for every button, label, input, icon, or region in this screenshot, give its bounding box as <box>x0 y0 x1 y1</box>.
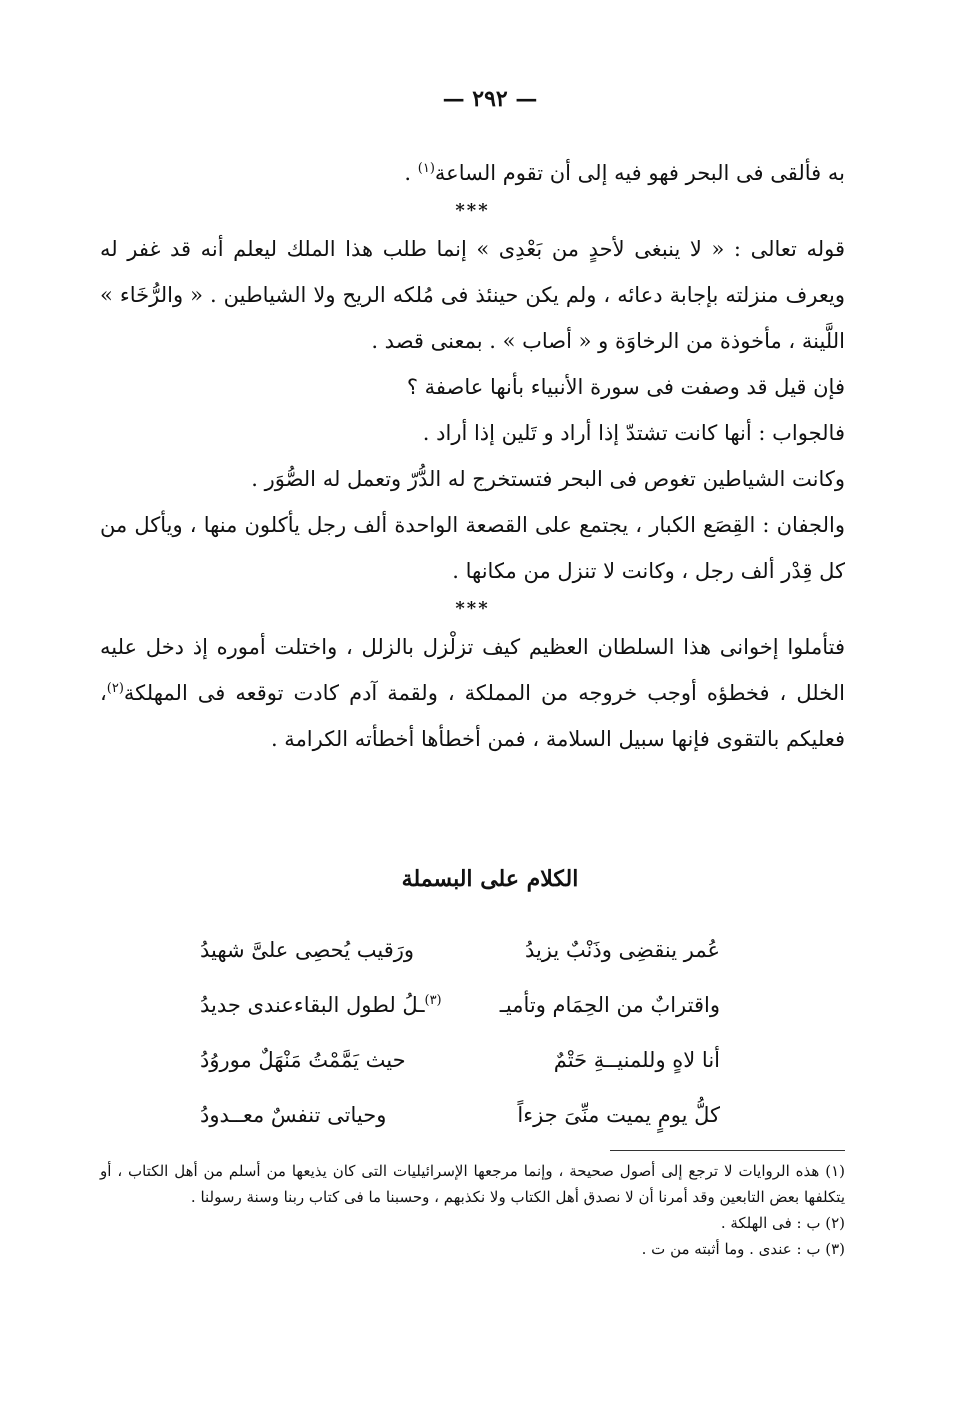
verse-1-first-hemistich: عُمر ينقضِى وذَنْبٌ يزيدُ <box>524 937 720 962</box>
section-title: الكلام على البسملة <box>401 866 579 892</box>
poem-verse-1 <box>200 922 720 977</box>
separator-stars-2: *** <box>455 598 490 619</box>
footnote-ref-3: (٣) <box>424 992 442 1008</box>
paragraph-7-text-after: ، فعليكم بالتقوى فإنها سبيل السلامة ، فمن أخطأها أخطأته الكرامة . <box>100 681 845 751</box>
footnote-2: (٢) ب : فى الهلكة . <box>720 1214 845 1232</box>
paragraph-7-text-before: فتأملوا إخوانى هذا السلطان العظيم كيف تزلْزل بالزلل ، واختلت أموره إذ دخل عليه الخلل ، فخطؤه أوجب خروجه من المملكة ، ولقمة آدم كادت توقعه فى المهلكة <box>100 635 845 705</box>
verse-3-first-hemistich: أنا لاهٍ وللمنيــةِ حَتْمٌ <box>553 1047 720 1072</box>
paragraph-1-end: . <box>404 161 418 185</box>
poem-verse-4 <box>200 1087 720 1142</box>
paragraph-7 <box>100 624 845 762</box>
poem <box>200 922 720 1142</box>
paragraph-1 <box>100 150 845 196</box>
paragraph-4: فالجواب : أنها كانت تشتدّ إذا أراد و تَلين إذا أراد . <box>422 421 845 445</box>
verse-2-second-hemistich <box>200 993 450 1017</box>
footnote-divider <box>610 1150 845 1151</box>
footnote-1: (١) هذه الروايات لا ترجع إلى أصول صحيحة ، وإنما مرجعها الإسرائيليات التى كان يذيعها من أسلم من أهل الكتاب ، أو يتكلفها بعض التابعين وقد أمرنا أن لا نصدق أهل الكتاب ولا نكذبهم ، وحسبنا ما فى كتاب ربنا وسنة رسولنا . <box>100 1162 845 1206</box>
verse-4-second-hemistich: وحياتى تنفسٌ معــدودُ <box>200 1102 387 1127</box>
poem-verse-3 <box>200 1032 720 1087</box>
verse-3-second-hemistich: حيث يَمَّمْتُ مَنْهَلٌ موروُدُ <box>200 1047 406 1072</box>
footnotes <box>100 1158 845 1262</box>
paragraph-3: فإن قيل قد وصفت فى سورة الأنبياء بأنها عاصفة ؟ <box>406 375 845 399</box>
verse-2-second-text: ـلُ لطول البقاءعندى جديدُ <box>200 992 425 1017</box>
paragraph-2: قوله تعالى : « لا ينبغى لأحدٍ من بَعْدِى » إنما طلب هذا الملك ليعلم أنه قد غفر له ويعرف منزلته بإجابة دعائه ، ولم يكن حينئذ فى مُلكه الريح ولا الشياطين . « والرُّخَاء » اللَّينة ، مأخوذة من الرخاوَة و « أصاب » . بمعنى قصد . <box>100 237 845 353</box>
verse-4-first-hemistich: كلُّ يومٍ يميت منِّىَ جزءاً <box>517 1102 720 1127</box>
verse-2-first-hemistich: واقترابٌ من الحِمَام وتأميـ <box>499 992 720 1017</box>
poem-verse-2 <box>200 977 720 1032</box>
footnote-ref-2: (٢) <box>106 681 124 696</box>
footnote-ref-1: (١) <box>417 161 435 176</box>
main-text <box>100 150 845 762</box>
footnote-3: (٣) ب : عندى . وما أثبته من ت . <box>641 1240 845 1258</box>
paragraph-6: والجفان : القِصَع الكبار ، يجتمع على القصعة الواحدة ألف رجل يأكلون منها ، ويأكل من كل قِدْر ألف رجل ، وكانت لا تنزل من مكانها . <box>100 513 845 583</box>
verse-1-second-hemistich: ورَقيب يُحصِى علىَّ شهيدُ <box>200 937 415 962</box>
paragraph-5: وكانت الشياطين تغوص فى البحر فتستخرج له الدُّرّ وتعمل له الصُّوَر . <box>251 467 845 491</box>
paragraph-1-text: به فألقى فى البحر فهو فيه إلى أن تقوم الساعة <box>434 161 845 185</box>
separator-stars-1: *** <box>455 200 490 221</box>
page-number: — ٢٩٢ — <box>442 86 538 112</box>
